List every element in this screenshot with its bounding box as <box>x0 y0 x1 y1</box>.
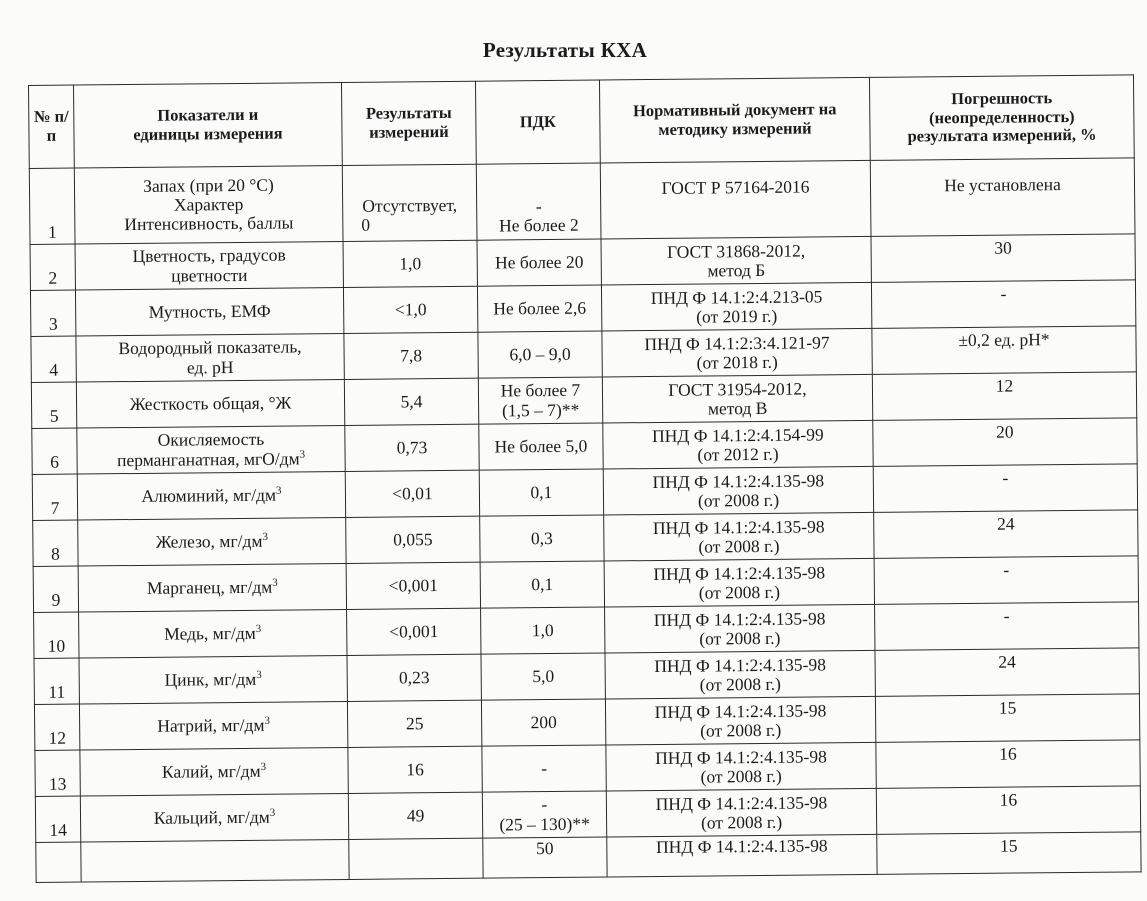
header-uncertainty: Погрешность (неопределенность) результата измерений, % <box>869 75 1134 161</box>
indicator-cell <box>81 839 349 882</box>
mpc-cell: Не более 20 <box>477 239 601 286</box>
header-method-document: Нормативный документ на методику измерений <box>599 77 870 163</box>
indicator-cell: Натрий, $мг/дм^3$ <box>79 701 347 750</box>
uncertainty-cell: 12 <box>872 372 1136 421</box>
method-document-cell: ГОСТ 31868-2012, метод Б <box>601 236 871 285</box>
indicator-cell: Цинк, $мг/дм^3$ <box>79 655 347 704</box>
uncertainty-cell: - <box>874 556 1138 605</box>
indicator-cell: Кальций, $мг/дм^3$ <box>80 793 348 842</box>
result-cell: 16 <box>348 746 482 793</box>
uncertainty-cell: 16 <box>876 740 1140 789</box>
method-document-cell: ПНД Ф 14.1:2:4.135-98 <box>607 834 877 877</box>
uncertainty-cell: 24 <box>874 510 1138 559</box>
method-document-cell: ПНД Ф 14.1:2:4.135-98 (от 2008 г.) <box>606 788 876 837</box>
result-cell: 0,055 <box>346 516 480 563</box>
mpc-cell: 1,0 <box>481 607 605 654</box>
result-cell: <1,0 <box>343 286 477 333</box>
method-document-cell: ГОСТ Р 57164-2016 <box>600 160 871 239</box>
result-cell: <0,001 <box>346 562 480 609</box>
indicator-cell: Водородный показатель, ед. рН <box>76 333 344 382</box>
mpc-cell: 50 <box>483 837 607 878</box>
mpc-cell: Не более 7 (1,5 – 7)** <box>478 377 602 424</box>
method-document-cell: ПНД Ф 14.1:2:4.135-98 (от 2008 г.) <box>606 742 876 791</box>
indicator-cell: Марганец, $мг/дм^3$ <box>78 563 346 612</box>
uncertainty-cell: - <box>875 602 1139 651</box>
uncertainty-cell: 20 <box>873 418 1137 467</box>
row-number <box>36 842 81 882</box>
mpc-cell: - Не более 2 <box>476 163 601 240</box>
header-indicator: Показатели и единицы измерения <box>74 82 343 168</box>
result-cell: 7,8 <box>344 332 478 379</box>
row-number: 2 <box>30 244 75 290</box>
indicator-cell: Жесткость общая, °Ж <box>76 379 344 428</box>
uncertainty-cell: - <box>871 280 1135 329</box>
result-cell: 49 <box>348 792 482 839</box>
result-cell: 0,73 <box>345 424 479 471</box>
indicator-cell: Окисляемость перманганатная, мгО/$дм^3$ <box>77 425 345 474</box>
indicator-cell: Медь, $мг/дм^3$ <box>79 609 347 658</box>
result-cell: <0,001 <box>347 608 481 655</box>
mpc-cell: 6,0 – 9,0 <box>478 331 602 378</box>
mpc-cell: - <box>482 745 606 792</box>
indicator-cell: Железо, $мг/дм^3$ <box>78 517 346 566</box>
uncertainty-cell: - <box>873 464 1137 513</box>
page-title: Результаты КХА <box>482 38 648 62</box>
mpc-cell: Не более 2,6 <box>477 285 601 332</box>
mpc-cell: 0,1 <box>480 561 604 608</box>
result-cell <box>349 838 483 879</box>
row-number: 12 <box>34 704 79 750</box>
header-num: № п/п <box>29 85 75 168</box>
row-number: 1 <box>29 168 75 244</box>
mpc-cell: 5,0 <box>481 653 605 700</box>
row-number: 8 <box>33 520 78 566</box>
row-number: 3 <box>30 290 75 336</box>
uncertainty-cell: 24 <box>875 648 1139 697</box>
indicator-cell: Калий, $мг/дм^3$ <box>80 747 348 796</box>
uncertainty-cell: 15 <box>877 832 1141 875</box>
result-cell: <0,01 <box>345 470 479 517</box>
table-row <box>29 158 1135 245</box>
row-number: 14 <box>35 796 80 842</box>
result-cell: 25 <box>347 700 481 747</box>
row-number: 9 <box>33 566 78 612</box>
mpc-cell: Не более 5,0 <box>479 423 603 470</box>
results-table <box>28 74 1142 883</box>
method-document-cell: ПНД Ф 14.1:2:4.135-98 (от 2008 г.) <box>604 512 874 561</box>
method-document-cell: ПНД Ф 14.1:2:4.135-98 (от 2008 г.) <box>604 558 874 607</box>
method-document-cell: ПНД Ф 14.1:2:4.135-98 (от 2008 г.) <box>605 604 875 653</box>
method-document-cell: ПНД Ф 14.1:2:4.154-99 (от 2012 г.) <box>603 420 873 469</box>
uncertainty-cell: Не установлена <box>870 158 1135 237</box>
row-number: 13 <box>35 750 80 796</box>
uncertainty-cell: 30 <box>871 234 1135 283</box>
indicator-cell: Алюминий, $мг/дм^3$ <box>77 471 345 520</box>
indicator-cell: Мутность, ЕМФ <box>75 287 343 336</box>
results-table-container <box>28 74 1142 883</box>
indicator-cell: Цветность, градусов цветности <box>75 241 343 290</box>
result-cell: 5,4 <box>344 378 478 425</box>
uncertainty-cell: 15 <box>875 694 1139 743</box>
mpc-cell: 0,1 <box>479 469 603 516</box>
uncertainty-cell: ±0,2 ед. рН* <box>872 326 1136 375</box>
result-cell: Отсутствует, 0 <box>342 164 477 241</box>
mpc-cell: 0,3 <box>480 515 604 562</box>
method-document-cell: ПНД Ф 14.1:2:3:4.121-97 (от 2018 г.) <box>602 328 872 377</box>
result-cell: 0,23 <box>347 654 481 701</box>
row-number: 4 <box>31 336 76 382</box>
method-document-cell: ПНД Ф 14.1:2:4.135-98 (от 2008 г.) <box>603 466 873 515</box>
table-header-row <box>29 75 1135 169</box>
mpc-cell: - (25 – 130)** <box>482 791 606 838</box>
header-result: Результаты измерений <box>341 81 476 165</box>
mpc-cell: 200 <box>481 699 605 746</box>
indicator-cell: Запах (при 20 °С) Характер Интенсивность, баллы <box>74 165 343 244</box>
uncertainty-cell: 16 <box>876 786 1140 835</box>
method-document-cell: ПНД Ф 14.1:2:4.213-05 (от 2019 г.) <box>601 282 871 331</box>
row-number: 11 <box>34 658 79 704</box>
row-number: 5 <box>31 382 76 428</box>
method-document-cell: ГОСТ 31954-2012, метод В <box>602 374 872 423</box>
row-number: 10 <box>34 612 79 658</box>
method-document-cell: ПНД Ф 14.1:2:4.135-98 (от 2008 г.) <box>605 696 875 745</box>
header-mpc: ПДК <box>475 80 600 164</box>
method-document-cell: ПНД Ф 14.1:2:4.135-98 (от 2008 г.) <box>605 650 875 699</box>
result-cell: 1,0 <box>343 240 477 287</box>
row-number: 7 <box>32 474 77 520</box>
row-number: 6 <box>32 428 77 474</box>
